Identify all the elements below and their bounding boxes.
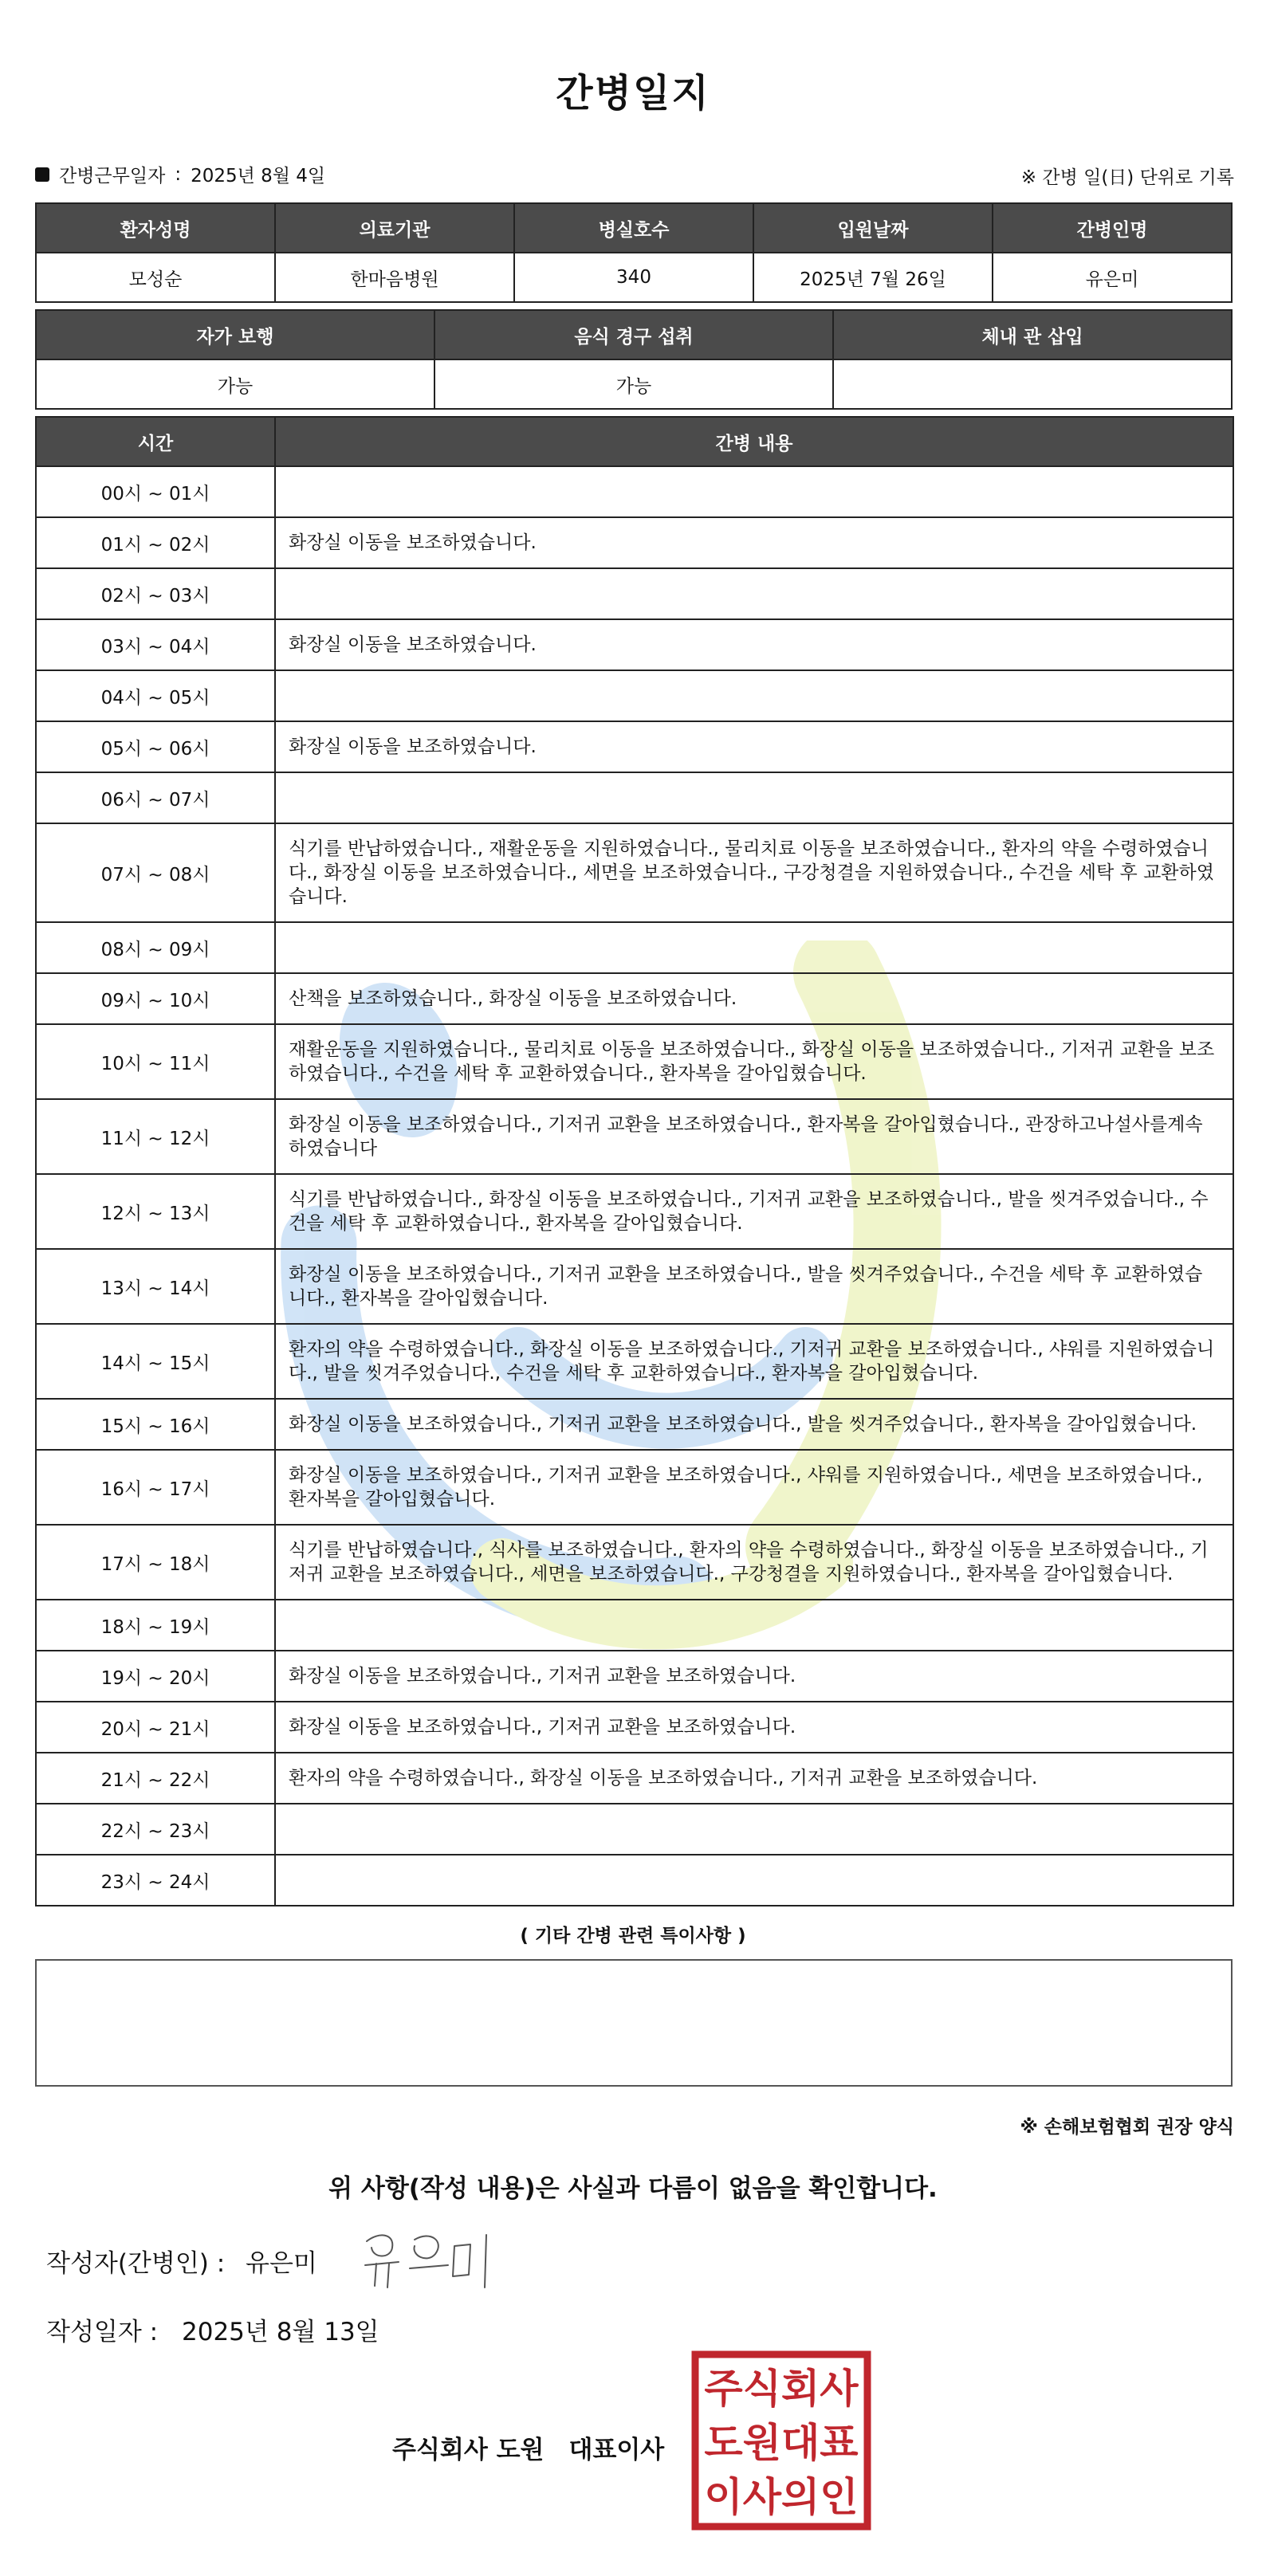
header-self-walking: 자가 보행 [36,310,434,359]
content-cell [275,466,1233,517]
header-care-content: 간병 내용 [275,417,1233,466]
header-caregiver: 간병인명 [993,203,1232,253]
header-tube-insertion: 체내 관 삽입 [833,310,1232,359]
room-number: 340 [514,253,753,302]
oral-intake-value: 가능 [434,359,833,409]
caregiver-name: 유은미 [993,253,1232,302]
content-cell: 화장실 이동을 보조하였습니다., 기저귀 교환을 보조하였습니다. [275,1702,1233,1753]
content-cell: 화장실 이동을 보조하였습니다., 기저귀 교환을 보조하였습니다., 샤워를 지원하였습니다., 세면을 보조하였습니다., 환자복을 갈아입혔습니다. [275,1450,1233,1525]
tube-insertion-value [833,359,1232,409]
content-cell: 화장실 이동을 보조하였습니다. [275,517,1233,568]
time-cell: 15시 ~ 16시 [36,1399,275,1450]
writer-line [46,2243,317,2279]
time-cell: 05시 ~ 06시 [36,721,275,772]
table-row [36,1855,1233,1906]
patient-info-table [35,202,1233,303]
table-row [36,466,1233,517]
time-cell: 14시 ~ 15시 [36,1324,275,1399]
work-date-value: 2025년 8월 4일 [191,166,326,187]
remarks-box [35,1959,1233,2087]
table-row [36,1399,1233,1450]
writer-label: 작성자(간병인) : [46,2249,226,2278]
content-cell: 환자의 약을 수령하였습니다., 화장실 이동을 보조하였습니다., 기저귀 교환을 보조하였습니다. [275,1753,1233,1804]
content-cell: 화장실 이동을 보조하였습니다. [275,619,1233,670]
time-cell: 19시 ~ 20시 [36,1651,275,1702]
confirmation-statement: 위 사항(작성 내용)은 사실과 다름이 없음을 확인합니다. [328,2174,938,2203]
time-cell: 18시 ~ 19시 [36,1600,275,1651]
table-row [36,772,1233,823]
patient-info-header-row [36,203,1232,253]
time-cell: 12시 ~ 13시 [36,1174,275,1249]
table-row [36,922,1233,973]
time-cell: 04시 ~ 05시 [36,670,275,721]
handwritten-signature [359,2224,502,2295]
square-bullet-icon [35,167,49,182]
table-row [36,1249,1233,1324]
time-cell: 02시 ~ 03시 [36,568,275,619]
table-row [36,1804,1233,1855]
time-cell: 01시 ~ 02시 [36,517,275,568]
admission-date: 2025년 7월 26일 [753,253,993,302]
table-row [36,1753,1233,1804]
patient-name: 모성순 [36,253,275,302]
table-row [36,721,1233,772]
svg-text:도원대표: 도원대표 [704,2420,859,2466]
header-time: 시간 [36,417,275,466]
table-row [36,568,1233,619]
time-cell: 23시 ~ 24시 [36,1855,275,1906]
content-cell [275,670,1233,721]
table-row [36,1024,1233,1099]
content-cell: 화장실 이동을 보조하였습니다., 기저귀 교환을 보조하였습니다., 발을 씻겨주었습니다., 수건을 세탁 후 교환하였습니다., 환자복을 갈아입혔습니다. [275,1249,1233,1324]
table-row [36,619,1233,670]
time-cell: 13시 ~ 14시 [36,1249,275,1324]
time-cell: 08시 ~ 09시 [36,922,275,973]
work-date-label: 간병근무일자 [59,166,166,187]
write-date-label: 작성일자 : [46,2318,159,2346]
time-cell: 11시 ~ 12시 [36,1099,275,1174]
status-header-row [36,310,1232,359]
content-cell: 화장실 이동을 보조하였습니다., 기저귀 교환을 보조하였습니다. [275,1651,1233,1702]
company-representative: 주식회사 도원 대표이사 [392,2436,665,2464]
header-patient-name: 환자성명 [36,203,275,253]
patient-info-value-row [36,253,1232,302]
document-title: 간병일지 [556,71,710,116]
work-date-line [35,161,325,187]
table-row [36,1450,1233,1525]
content-cell [275,1600,1233,1651]
content-cell [275,922,1233,973]
patient-status-table [35,309,1233,410]
svg-text:주식회사: 주식회사 [704,2366,859,2412]
table-row [36,1525,1233,1600]
table-row [36,973,1233,1024]
content-cell: 화장실 이동을 보조하였습니다., 기저귀 교환을 보조하였습니다., 발을 씻겨주었습니다., 환자복을 갈아입혔습니다. [275,1399,1233,1450]
time-cell: 03시 ~ 04시 [36,619,275,670]
time-cell: 21시 ~ 22시 [36,1753,275,1804]
time-cell: 16시 ~ 17시 [36,1450,275,1525]
time-cell: 10시 ~ 11시 [36,1024,275,1099]
table-row [36,1324,1233,1399]
company-seal-stamp [690,2350,872,2531]
writer-name: 유은미 [246,2249,317,2278]
time-cell: 22시 ~ 23시 [36,1804,275,1855]
time-cell: 20시 ~ 21시 [36,1702,275,1753]
care-log-table [35,416,1234,1906]
header-hospital: 의료기관 [275,203,514,253]
content-cell [275,1855,1233,1906]
status-value-row [36,359,1232,409]
table-row [36,670,1233,721]
table-row [36,1651,1233,1702]
table-row [36,1099,1233,1174]
table-row [36,1702,1233,1753]
content-cell: 식기를 반납하였습니다., 식사를 보조하였습니다., 환자의 약을 수령하였습니다., 화장실 이동을 보조하였습니다., 기저귀 교환을 보조하였습니다., 세면을 보조하였습니다., 구강청결을 지원하였습니다., 환자복을 갈아입혔습니다. [275,1525,1233,1600]
content-cell: 식기를 반납하였습니다., 재활운동을 지원하였습니다., 물리치료 이동을 보조하였습니다., 환자의 약을 수령하였습니다., 화장실 이동을 보조하였습니다., 세면을 보조하였습니다., 구강청결을 지원하였습니다., 수건을 세탁 후 교환하였습니다. [275,823,1233,922]
write-date-value: 2025년 8월 13일 [182,2318,379,2346]
header-oral-intake: 음식 경구 섭취 [434,310,833,359]
time-cell: 17시 ~ 18시 [36,1525,275,1600]
header-room: 병실호수 [514,203,753,253]
care-log-header-row [36,417,1233,466]
time-cell: 09시 ~ 10시 [36,973,275,1024]
content-cell [275,568,1233,619]
content-cell: 산책을 보조하였습니다., 화장실 이동을 보조하였습니다. [275,973,1233,1024]
work-date-separator: : [175,163,182,185]
hospital-name: 한마음병원 [275,253,514,302]
table-row [36,1174,1233,1249]
table-row [36,1600,1233,1651]
time-cell: 07시 ~ 08시 [36,823,275,922]
time-cell: 06시 ~ 07시 [36,772,275,823]
content-cell: 환자의 약을 수령하였습니다., 화장실 이동을 보조하였습니다., 기저귀 교환을 보조하였습니다., 샤워를 지원하였습니다., 발을 씻겨주었습니다., 수건을 세탁 후 교환하였습니다., 환자복을 갈아입혔습니다. [275,1324,1233,1399]
content-cell: 화장실 이동을 보조하였습니다. [275,721,1233,772]
recommend-note: ※ 손해보험협회 권장 양식 [1020,2117,1234,2138]
content-cell: 화장실 이동을 보조하였습니다., 기저귀 교환을 보조하였습니다., 환자복을 갈아입혔습니다., 관장하고나설사를계속하였습니다 [275,1099,1233,1174]
table-row [36,517,1233,568]
remarks-title: ( 기타 간병 관련 특이사항 ) [520,1926,746,1946]
content-cell: 재활운동을 지원하였습니다., 물리치료 이동을 보조하였습니다., 화장실 이동을 보조하였습니다., 기저귀 교환을 보조하였습니다., 수건을 세탁 후 교환하였습니다., 환자복을 갈아입혔습니다. [275,1024,1233,1099]
unit-note: ※ 간병 일(日) 단위로 기록 [1020,167,1234,188]
time-cell: 00시 ~ 01시 [36,466,275,517]
self-walking-value: 가능 [36,359,434,409]
header-admission-date: 입원날짜 [753,203,993,253]
content-cell: 식기를 반납하였습니다., 화장실 이동을 보조하였습니다., 기저귀 교환을 보조하였습니다., 발을 씻겨주었습니다., 수건을 세탁 후 교환하였습니다., 환자복을 갈아입혔습니다. [275,1174,1233,1249]
svg-text:이사의인: 이사의인 [704,2474,859,2520]
content-cell [275,1804,1233,1855]
content-cell [275,772,1233,823]
write-date-line [46,2311,379,2347]
table-row [36,823,1233,922]
